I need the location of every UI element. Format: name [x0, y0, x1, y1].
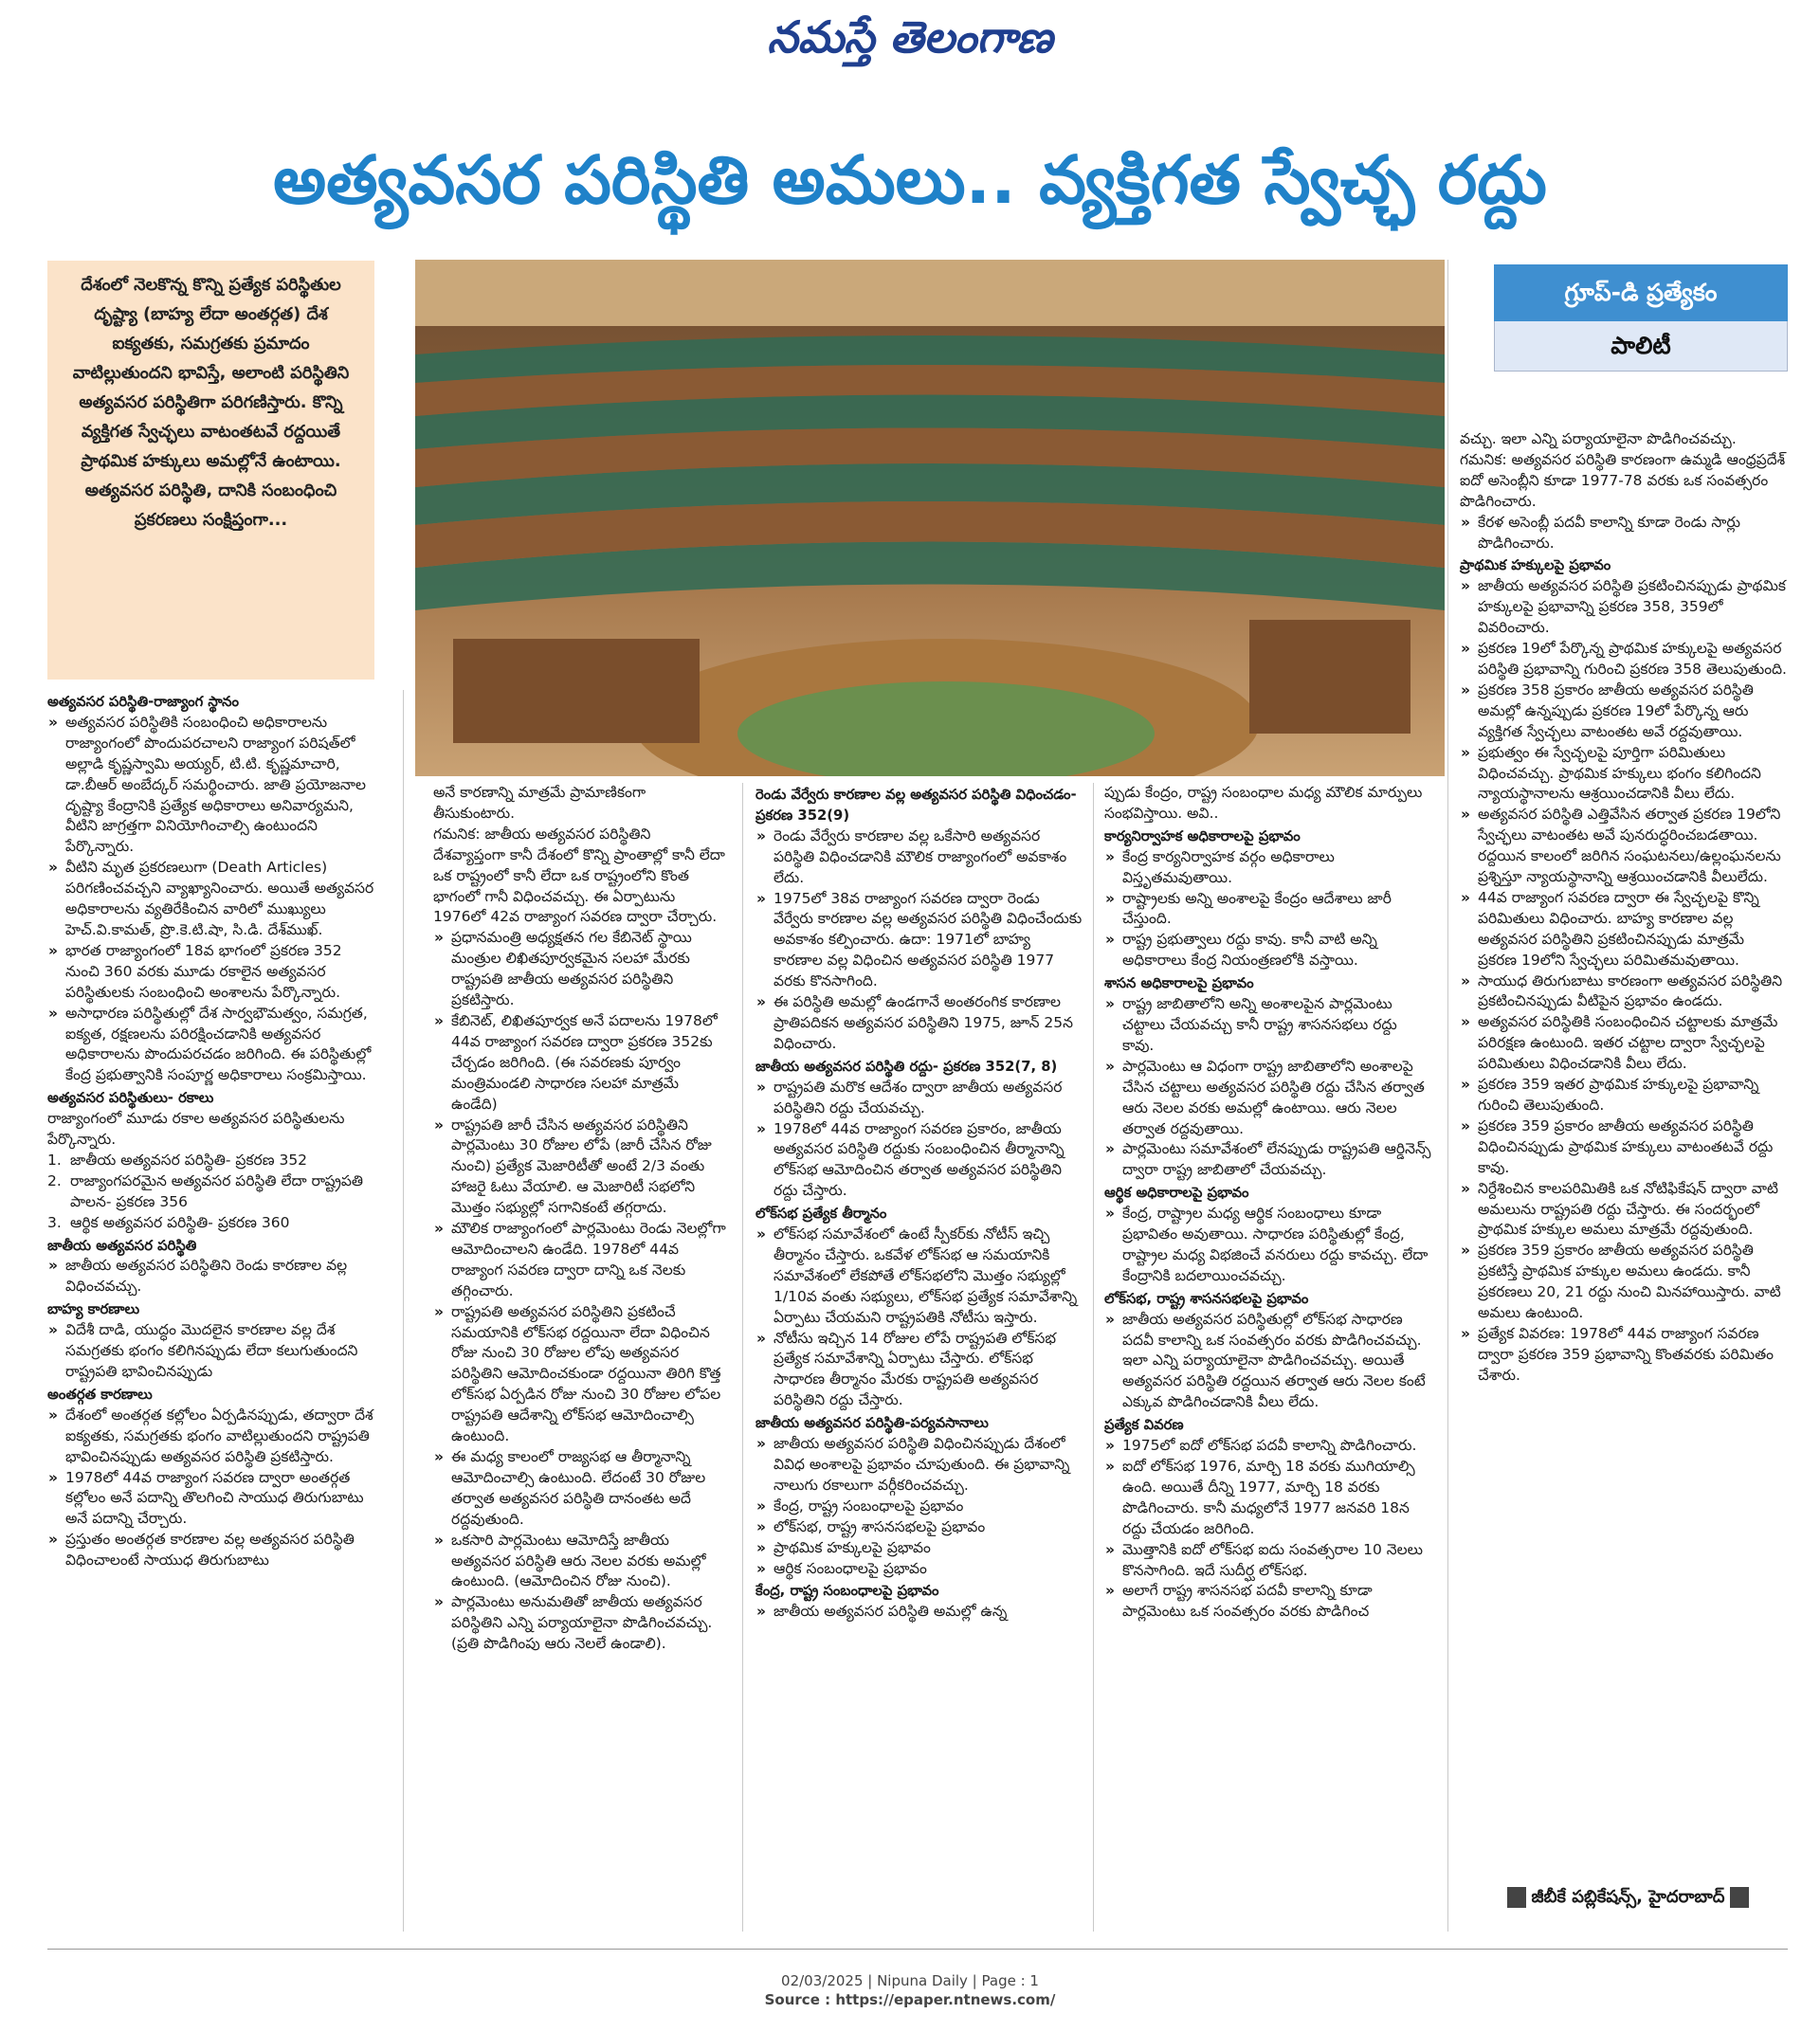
bullet-item	[1104, 1581, 1431, 1623]
bullet-item	[47, 1256, 374, 1297]
bullet-item	[1460, 1075, 1787, 1116]
text: ప్రత్యేక వివరణ	[1104, 1417, 1184, 1434]
section-heading	[1104, 1415, 1431, 1436]
text: 1975లో ఐదో లోక్‌సభ పదవీ కాలాన్ని పొడిగించారు.	[1122, 1437, 1417, 1455]
bullet-item	[755, 1538, 1083, 1559]
text: రెండు వేర్వేరు కారణాల వల్ల ఒకేసారి అత్యవసర పరిస్థితి విధించడానికి మౌలిక రాజ్యాంగంలో అవకాశం లేదు.	[774, 826, 1067, 886]
bullet-item	[433, 1302, 727, 1447]
text: కేంద్ర, రాష్ట్ర సంబంధాలపై ప్రభావం	[755, 1583, 939, 1600]
text: పార్లమెంటు ఆ విధంగా రాష్ట్ర జాబితాలోని అంశాలపై చేసిన చట్టాలు అత్యవసర పరిస్థితి రద్దు చేసిన తర్వాత ఆరు నెలల వరకు అమల్లో ఉంటాయి. ఆరు నెలల తర్వాత రద్దవుతాయి.	[1122, 1057, 1425, 1137]
section-heading	[1104, 826, 1431, 847]
text: రాష్ట్రపతి జారీ చేసిన అత్యవసర పరిస్థితిని పార్లమెంటు 30 రోజుల లోపే (జారీ చేసిన రోజు నుంచి) ప్రత్యేక మెజారిటీతో అంటే 2/3 వంతు హాజరై ఓటు వేయాలి. ఆ మెజారిటీ సభలోని మొత్తం సభ్యుల్లో సగానికంటే తగ్గరాదు.	[451, 1116, 712, 1217]
bullet-item	[1104, 994, 1431, 1057]
bullet-item	[47, 1004, 374, 1087]
text: 1978లో 44వ రాజ్యాంగ సవరణ ప్రకారం, జాతీయ అత్యవసర పరిస్థితి రద్దుకు సంబంధించిన తీర్మానాన్ని లోక్‌సభ ఆమోదించిన తర్వాత అత్యవసర పరిస్థితిని రద్దు చేస్తారు.	[774, 1119, 1065, 1200]
bullet-item	[755, 826, 1083, 889]
text: అత్యవసర పరిస్థితికి సంబంధించి అధికారాలను రాజ్యాంగంలో పొందుపరచాలని రాజ్యాంగ పరిషత్‌లో అల్లాడి కృష్ణస్వామి అయ్యర్, టి.టి. కృష్ణమాచారి, డా.బీఆర్ అంబేద్కర్ సమర్థించారు. జాతి ప్రయోజనాల దృష్ట్యా కేంద్రానికి ప్రత్యేక అధికారాలు అనివార్యమని, వీటిని జాగ్రత్తగా వినియోగించాల్సి ఉంటుందని పేర్కొన్నారు.	[65, 713, 366, 856]
text: కేంద్ర, రాష్ట్రాల మధ్య ఆర్థిక సంబంధాలు కూడా ప్రభావితం అవుతాయి. సాధారణ పరిస్థితుల్లో కేంద్ర, రాష్ట్రాల మధ్య విభజించే వనరులు రద్దు కావచ్చు. లేదా కేంద్రానికి బదలాయించవచ్చు.	[1122, 1205, 1429, 1284]
bullet-item	[755, 1497, 1083, 1517]
section-heading	[47, 1299, 374, 1320]
text: కేరళ అసెంబ్లీ పదవీ కాలాన్ని కూడా రెండు సార్లు పొడిగించారు.	[1478, 513, 1740, 552]
text: అలాగే రాష్ట్ర శాసనసభ పదవీ కాలాన్ని కూడా పార్లమెంటు ఒక సంవత్సరం వరకు పొడిగించ	[1122, 1582, 1373, 1621]
bullet-item	[1104, 1436, 1431, 1457]
text: నోటీసు ఇచ్చిన 14 రోజుల లోపే రాష్ట్రపతి లోక్‌సభ ప్రత్యేక సమావేశాన్ని ఏర్పాటు చేస్తారు. లోక్‌సభ సాధారణ తీర్మానం మేరకు రాష్ట్రపతి అత్యవసర పరిస్థితిని రద్దు చేస్తారు.	[774, 1329, 1057, 1409]
bullet-item	[1104, 889, 1431, 931]
text: అసాధారణ పరిస్థితుల్లో దేశ సార్వభౌమత్వం, సమగ్రత, ఐక్యత, రక్షణలను పరిరక్షించడానికి అత్యవసర అధికారాలను పొందుపరచడం జరిగింది. ఈ పరిస్థితుల్లో కేంద్ర ప్రభుత్వానికి సంపూర్ణ అధికారాలు సంక్రమిస్తాయి.	[65, 1004, 372, 1084]
text: జాతీయ అత్యవసర పరిస్థితిని రెండు కారణాల వల్ల విధించవచ్చు.	[65, 1257, 348, 1296]
footer-date-line: 02/03/2025 | Nipuna Daily | Page : 1	[781, 1972, 1039, 1989]
text: వీటిని మృత ప్రకరణలుగా (Death Articles) పరిగణించవచ్చని వ్యాఖ్యానించారు. అయితే అత్యవసర అధికారాలను వ్యతిరేకించిన వారిలో ముఖ్యులు హెచ్.వి.కామత్, ప్రొ.కె.టి.షా, సి.డి. దేశ్‌ముఖ్.	[65, 859, 374, 938]
bullet-item	[1460, 680, 1787, 743]
bullet-item	[47, 1530, 374, 1571]
text: కేబినెట్, లిఖితపూర్వక అనే పదాలను 1978లో 44వ రాజ్యాంగ సవరణ ద్వారా ప్రకరణ 352కు చేర్చడం జరిగింది. (ఈ సవరణకు పూర్వం మంత్రిమండలి సాధారణ సలహా మాత్రమే ఉండేది)	[451, 1011, 718, 1113]
text: రాష్ట్రాలకు అన్ని అంశాలపై కేంద్రం ఆదేశాలు జారీ చేస్తుంది.	[1122, 889, 1392, 928]
bullet-item	[433, 1011, 727, 1116]
section-heading	[755, 1581, 1083, 1602]
text: ప్రాథమిక హక్కులపై ప్రభావం	[774, 1538, 931, 1556]
bullet-item	[433, 1447, 727, 1531]
item-number: 1.	[47, 1151, 62, 1169]
bullet-item	[1104, 847, 1431, 889]
text: రాజ్యాంగపరమైన అత్యవసర పరిస్థితి లేదా రాష్ట్రపతి పాలన- ప్రకరణ 356	[70, 1171, 364, 1210]
footer	[0, 1971, 1820, 2009]
bullet-item	[1460, 805, 1787, 888]
text: అత్యవసర పరిస్థితి ఎత్తివేసిన తర్వాత ప్రకరణ 19లోని స్వేచ్ఛలు వాటంతట అవే పునరుద్ధరించబడతాయి. రద్దయిన కాలంలో జరిగిన సంఘటనలు/ఉల్లంఘనలను ప్రశ్నిస్తూ న్యాయస్థానాన్ని ఆశ్రయించడానికి వీలులేదు.	[1478, 806, 1781, 886]
column-divider	[1093, 783, 1094, 1932]
bullet-item	[47, 1320, 374, 1383]
text: జాతీయ అత్యవసర పరిస్థితి అమల్లో ఉన్న	[774, 1603, 1008, 1621]
text: ప్రాథమిక హక్కులపై ప్రభావం	[1460, 557, 1611, 574]
paragraph	[433, 783, 727, 825]
bullet-item	[1460, 513, 1787, 554]
text: జాతీయ అత్యవసర పరిస్థితుల్లో లోక్‌సభ సాధారణ పదవీ కాలాన్ని ఒక సంవత్సరం వరకు పొడిగించవచ్చు. ఇలా ఎన్ని పర్యాయాలైనా పొడిగించవచ్చు. అయితే అత్యవసర పరిస్థితి రద్దయిన తర్వాత ఆరు నెలల కంటే ఎక్కువ పొడిగించడానికి వీలు లేదు.	[1122, 1310, 1426, 1411]
intro-text: దేశంలో నెలకొన్న కొన్ని ప్రత్యేక పరిస్థితుల దృష్ట్యా (బాహ్య లేదా అంతర్గత) దేశ ఐక్యతకు, సమగ్రతకు ప్రమాదం వాటిల్లుతుందని భావిస్తే, అలాంటి పరిస్థితిని అత్యవసర పరిస్థితిగా పరిగణిస్తారు. కొన్ని వ్యక్తిగత స్వేచ్ఛలు వాటంతటవే రద్దయితే ప్రాథమిక హక్కులు అమల్లోనే ఉంటాయి. అత్యవసర పరిస్థితి, దానికి సంబంధించి ప్రకరణలు సంక్షిప్తంగా...	[72, 275, 350, 530]
text: అంతర్గత కారణాలు	[47, 1386, 153, 1403]
bullet-item	[1460, 1324, 1787, 1387]
bullet-item	[433, 1592, 727, 1655]
text: ప్రకరణ 359 ప్రకారం జాతీయ అత్యవసర పరిస్థితి ప్రకటిస్తే ప్రాథమిక హక్కుల అమలు ఉండదు. కానీ ప్రకరణలు 20, 21 రద్దు నుంచి మినహాయిస్తారు. వాటి అమలు ఉంటుంది.	[1478, 1242, 1781, 1322]
bullet-item	[1460, 1012, 1787, 1075]
paragraph	[1460, 450, 1787, 513]
bullet-item	[1104, 1457, 1431, 1540]
text: పార్లమెంటు అనుమతితో జాతీయ అత్యవసర పరిస్థితిని ఎన్ని పర్యాయాలైనా పొడిగించవచ్చు. (ప్రతి పొడిగింపు ఆరు నెలలే ఉండాలి).	[451, 1593, 713, 1653]
bullet-item	[755, 1559, 1083, 1580]
section-heading	[755, 785, 1083, 826]
section-heading	[1460, 555, 1787, 576]
publisher-name: జీబీకే పబ్లికేషన్స్, హైదరాబాద్	[1531, 1887, 1725, 1907]
text: పార్లమెంటు సమావేశంలో లేనప్పుడు రాష్ట్రపతి ఆర్డినెన్స్ ద్వారా రాష్ట్ర జాబితాలో చేయవచ్చు.	[1122, 1140, 1431, 1179]
text: జాతీయ అత్యవసర పరిస్థితి విధించినప్పుడు దేశంలో వివిధ అంశాలపై ప్రభావం చూపుతుంది. ఈ ప్రభావాన్ని నాలుగు రకాలుగా వర్గీకరించవచ్చు.	[774, 1435, 1070, 1494]
text: బాహ్య కారణాలు	[47, 1301, 140, 1318]
bullet-item	[433, 928, 727, 1011]
text: 44వ రాజ్యాంగ సవరణ ద్వారా ఈ స్వేచ్ఛలపై కొన్ని పరిమితులు విధించారు. బాహ్య కారణాల వల్ల అత్యవసర పరిస్థితిని ప్రకటించినప్పుడు మాత్రమే ప్రకరణ 19లోని స్వేచ్ఛలు పరిమితమవుతాయి.	[1478, 888, 1759, 969]
bullet-item	[433, 1116, 727, 1220]
bullet-item	[1104, 1057, 1431, 1140]
column-divider	[742, 783, 743, 1932]
text: మొత్తానికి ఐదో లోక్‌సభ ఐదు సంవత్సరాల 10 నెలలు కొనసాగింది. ఇదే సుదీర్ఘ లోక్‌సభ.	[1122, 1540, 1423, 1579]
column-2	[433, 783, 727, 1655]
text: అనే కారణాన్ని మాత్రమే ప్రామాణికంగా తీసుకుంటారు.	[433, 784, 646, 822]
bullet-item	[1460, 1179, 1787, 1242]
text: ఐదో లోక్‌సభ 1976, మార్చి 18 వరకు ముగియాల్సి ఉంది. అయితే దీన్ని 1977, మార్చి 18 వరకు పొడిగించారు. కానీ మధ్యలోనే 1977 జనవరి 18న రద్దు చేయడం జరిగింది.	[1122, 1458, 1415, 1537]
text: సాయుధ తిరుగుబాటు కారణంగా అత్యవసర పరిస్థితిని ప్రకటించినప్పుడు వీటిపైన ప్రభావం ఉండదు.	[1478, 971, 1783, 1010]
numbered-item	[47, 1151, 374, 1171]
bullet-item	[755, 992, 1083, 1055]
text: జాతీయ అత్యవసర పరిస్థితి రద్దు- ప్రకరణ 352(7, 8)	[755, 1058, 1058, 1075]
section-badge	[1494, 264, 1788, 372]
text: లోక్‌సభ ప్రత్యేక తీర్మానం	[755, 1206, 887, 1223]
text: కేంద్ర, రాష్ట్ర సంబంధాలపై ప్రభావం	[774, 1497, 964, 1515]
bullet-item	[1460, 1116, 1787, 1179]
bullet-item	[755, 1078, 1083, 1119]
headline: అత్యవసర పరిస్థితి అమలు.. వ్యక్తిగత స్వేచ్ఛ రద్దు	[273, 141, 1547, 219]
text: జాతీయ అత్యవసర పరిస్థితి-పర్యవసానాలు	[755, 1415, 989, 1432]
item-number: 3.	[47, 1213, 62, 1231]
text: జాతీయ అత్యవసర పరిస్థితి ప్రకటించినప్పుడు ప్రాథమిక హక్కులపై ప్రభావాన్ని ప్రకరణ 358, 359లో వివరించారు.	[1478, 577, 1786, 637]
text: అత్యవసర పరిస్థితి-రాజ్యాంగ స్థానం	[47, 694, 240, 710]
bullet-item	[47, 858, 374, 941]
text: ఆర్థిక అధికారాలపై ప్రభావం	[1104, 1185, 1249, 1202]
paragraph	[1460, 429, 1787, 450]
paragraph	[1104, 783, 1431, 825]
bullet-item	[755, 1517, 1083, 1538]
paragraph	[47, 1109, 374, 1151]
text: ప్పుడు కేంద్రం, రాష్ట్ర సంబంధాల మధ్య మౌలిక మార్పులు సంభవిస్తాయి. అవి..	[1104, 784, 1423, 822]
text: ఆర్థిక సంబంధాలపై ప్రభావం	[774, 1559, 927, 1577]
footer-rule	[47, 1949, 1788, 1950]
text: విదేశీ దాడి, యుద్ధం మొదలైన కారణాల వల్ల దేశ సమగ్రతకు భంగం కలిగినప్పుడు లేదా కలుగుతుందని రాష్ట్రపతి భావించినప్పుడు	[65, 1321, 358, 1380]
text: రాజ్యాంగంలో మూడు రకాల అత్యవసర పరిస్థితులను పేర్కొన్నారు.	[47, 1110, 345, 1149]
text: కార్యనిర్వాహక అధికారాలపై ప్రభావం	[1104, 827, 1301, 844]
parliament-image	[415, 260, 1445, 776]
text: ప్రధానమంత్రి అధ్యక్షతన గల కేబినెట్ స్థాయి మంత్రుల లిఖితపూర్వకమైన సలహా మేరకు రాష్ట్రపతి జాతీయ అత్యవసర పరిస్థితిని ప్రకటిస్తారు.	[451, 929, 692, 1009]
badge-title: గ్రూప్-డి ప్రత్యేకం	[1494, 264, 1788, 321]
bullet-item	[755, 1602, 1083, 1623]
column-1	[47, 690, 374, 1571]
bullet-item	[47, 941, 374, 1004]
text: మౌలిక రాజ్యాంగంలో పార్లమెంటు రెండు నెలల్లోగా ఆమోదించాలని ఉండేది. 1978లో 44వ రాజ్యాంగ సవరణ ద్వారా దాన్ని ఒక నెలకు తగ్గించారు.	[451, 1220, 726, 1299]
text: అత్యవసర పరిస్థితికి సంబంధించిన చట్టాలకు మాత్రమే పరిరక్షణ ఉంటుంది. ఇతర చట్టాల ద్వారా స్వేచ్ఛలపై పరిమితులు విధించడానికి వీలు లేదు.	[1478, 1013, 1778, 1073]
text: లోక్‌సభ, రాష్ట్ర శాసనసభలపై ప్రభావం	[1104, 1290, 1309, 1307]
parliament-photo	[415, 260, 1445, 776]
text: ప్రత్యేక వివరణ: 1978లో 44వ రాజ్యాంగ సవరణ ద్వారా ప్రకరణ 359 ప్రభావాన్ని కొంతవరకు పరిమితం చేశారు.	[1478, 1324, 1774, 1384]
text: లోక్‌సభ సమావేశంలో ఉంటే స్పీకర్‌కు నోటీస్ ఇచ్చి తీర్మానం చేస్తారు. ఒకవేళ లోక్‌సభ ఆ సమయానికి సమావేశంలో లేకపోతే లోక్‌సభలోని మొత్తం సభ్యుల్లో 1/10వ వంతు సభ్యులు, లోక్‌సభ ప్రత్యేక సమావేశాన్ని ఏర్పాటు చేయమని రాష్ట్రపతికి నోటీసు ఇస్తారు.	[774, 1225, 1078, 1326]
section-heading	[755, 1413, 1083, 1434]
bullet-item	[1460, 971, 1787, 1013]
text: ప్రకరణ 358 ప్రకారం జాతీయ అత్యవసర పరిస్థితి అమల్లో ఉన్నప్పుడు ప్రకరణ 19లో పేర్కొన్న ఆరు వ్యక్తిగత స్వేచ్ఛలు వాటంతట అవే రద్దవుతాయి.	[1478, 680, 1754, 740]
text: అత్యవసర పరిస్థితులు- రకాలు	[47, 1090, 214, 1107]
bullet-item	[1104, 1204, 1431, 1287]
text: ప్రస్తుతం అంతర్గత కారణాల వల్ల అత్యవసర పరిస్థితి విధించాలంటే సాయుధ తిరుగుబాటు	[65, 1531, 355, 1569]
text: లోక్‌సభ, రాష్ట్ర శాసనసభలపై ప్రభావం	[774, 1517, 986, 1535]
section-heading	[1104, 1289, 1431, 1310]
text: వచ్చు. ఇలా ఎన్ని పర్యాయాలైనా పొడిగించవచ్చు.	[1460, 430, 1737, 447]
bullet-item	[1460, 888, 1787, 971]
section-heading	[47, 1385, 374, 1406]
column-3	[755, 783, 1083, 1623]
text: శాసన అధికారాలపై ప్రభావం	[1104, 975, 1254, 992]
masthead: నమస్తే తెలంగాణ	[767, 11, 1053, 63]
bullet-item	[1460, 639, 1787, 680]
bullet-item	[1104, 1310, 1431, 1414]
numbered-item	[47, 1213, 374, 1234]
bullet-item	[1104, 930, 1431, 971]
bullet-item	[755, 1225, 1083, 1329]
text: జాతీయ అత్యవసర పరిస్థితి	[47, 1237, 197, 1254]
square-icon	[1730, 1887, 1749, 1908]
text: దేశంలో అంతర్గత కల్లోలం ఏర్పడినప్పుడు, తద్వారా దేశ ఐక్యతకు, సమగ్రతకు భంగం వాటిల్లుతుందని రాష్ట్రపతి భావించినప్పుడు అత్యవసర పరిస్థితి ప్రకటిస్తారు.	[65, 1406, 373, 1465]
text: 1978లో 44వ రాజ్యాంగ సవరణ ద్వారా అంతర్గత కల్లోలం అనే పదాన్ని తొలగించి సాయుధ తిరుగుబాటు అనే పదాన్ని చేర్చారు.	[65, 1468, 364, 1528]
text: రాష్ట్రపతి మరొక ఆదేశం ద్వారా జాతీయ అత్యవసర పరిస్థితిని రద్దు చేయవచ్చు.	[774, 1078, 1063, 1116]
column-5	[1460, 429, 1787, 1387]
text: గమనిక: జాతీయ అత్యవసర పరిస్థితిని దేశవ్యాప్తంగా కానీ దేశంలో కొన్ని ప్రాంతాల్లో కానీ లేదా ఒక రాష్ట్రంలో కానీ లేదా ఒక రాష్ట్రంలోని కొంత భాగంలో గానీ విధించవచ్చు. ఈ ఏర్పాటును 1976లో 42వ రాజ్యాంగ సవరణ ద్వారా చేర్చారు.	[433, 825, 725, 926]
bullet-item	[755, 889, 1083, 993]
section-heading	[755, 1204, 1083, 1225]
bullet-item	[433, 1219, 727, 1302]
square-icon	[1507, 1887, 1526, 1908]
text: ప్రకరణ 19లో పేర్కొన్న ప్రాథమిక హక్కులపై అత్యవసర పరిస్థితి ప్రభావాన్ని గురించి ప్రకరణ 358 తెలుపుతుంది.	[1478, 640, 1787, 678]
paragraph	[433, 825, 727, 929]
bullet-item	[1104, 1139, 1431, 1181]
footer-source: Source : https://epaper.ntnews.com/	[764, 1991, 1056, 2008]
bullet-item	[755, 1434, 1083, 1497]
bullet-item	[433, 1531, 727, 1593]
section-heading	[755, 1057, 1083, 1078]
bullet-item	[1460, 1241, 1787, 1324]
bullet-item	[1460, 743, 1787, 806]
section-heading	[1104, 1183, 1431, 1204]
text: ప్రభుత్వం ఈ స్వేచ్ఛలపై పూర్తిగా పరిమితులు విధించవచ్చు. ప్రాథమిక హక్కులు భంగం కలిగిందని న్యాయస్థానాలను ఆశ్రయించడానికి వీలు లేదు.	[1478, 743, 1761, 803]
text: రెండు వేర్వేరు కారణాల వల్ల అత్యవసర పరిస్థితి విధించడం- ప్రకరణ 352(9)	[755, 787, 1077, 824]
bullet-item	[47, 1406, 374, 1468]
text: ఒకసారి పార్లమెంటు ఆమోదిస్తే జాతీయ అత్యవసర పరిస్థితి ఆరు నెలల వరకు అమల్లో ఉంటుంది. (ఆమోదించిన రోజు నుంచి).	[451, 1531, 706, 1590]
text: రాష్ట్ర ప్రభుత్వాలు రద్దు కావు. కానీ వాటి అన్ని అధికారాలు కేంద్ర నియంత్రణలోకి వస్తాయి.	[1122, 931, 1377, 970]
text: రాష్ట్రపతి అత్యవసర పరిస్థితిని ప్రకటించే సమయానికి లోక్‌సభ రద్దయినా లేదా విధించిన రోజు నుంచి 30 రోజుల లోపు అత్యవసర పరిస్థితిని ఆమోదించకుండా రద్దయినా తిరిగి కొత్త లోక్‌సభ ఏర్పడిన రోజు నుంచి 30 రోజుల లోపల రాష్ట్రపతి ఆదేశాన్ని లోక్‌సభ ఆమోదించాల్సి ఉంటుంది.	[451, 1302, 721, 1445]
section-heading	[47, 692, 374, 713]
bullet-item	[755, 1329, 1083, 1412]
text: జాతీయ అత్యవసర పరిస్థితి- ప్రకరణ 352	[70, 1151, 308, 1169]
text: ఈ పరిస్థితి అమల్లో ఉండగానే అంతరంగిక కారణాల ప్రాతిపదికన అత్యవసర పరిస్థితిని 1975, జూన్ 25న విధించారు.	[774, 993, 1074, 1052]
text: గమనిక: అత్యవసర పరిస్థితి కారణంగా ఉమ్మడి ఆంధ్రప్రదేశ్ ఐదో అసెంబ్లీని కూడా 1977-78 వరకు ఒక సంవత్సరం పొడిగించారు.	[1460, 450, 1786, 510]
bullet-item	[1104, 1540, 1431, 1582]
bullet-item	[755, 1119, 1083, 1203]
section-heading	[47, 1088, 374, 1109]
text: నిర్దేశించిన కాలపరిమితికి ఒక నోటిఫికేషన్ ద్వారా వాటి అమలును రాష్ట్రపతి రద్దు చేస్తారు. ఈ సందర్భంలో ప్రాథమిక హక్కుల అమలు మాత్రమే రద్దవుతుంది.	[1478, 1179, 1778, 1239]
text: ప్రకరణ 359 ప్రకారం జాతీయ అత్యవసర పరిస్థితి విధించినప్పుడు ప్రాథమిక హక్కులు వాటంతటవే రద్దు కావు.	[1478, 1116, 1774, 1176]
intro-box	[47, 261, 374, 680]
column-4	[1104, 783, 1431, 1623]
bullet-item	[47, 713, 374, 858]
bullet-item	[1460, 576, 1787, 639]
section-heading	[1104, 973, 1431, 994]
text: భారత రాజ్యాంగంలో 18వ భాగంలో ప్రకరణ 352 నుంచి 360 వరకు మూడు రకాలైన అత్యవసర పరిస్థితులకు సంబంధించి అంశాలను పేర్కొన్నారు.	[65, 941, 342, 1001]
publisher-credit	[1468, 1880, 1788, 1914]
numbered-item	[47, 1171, 374, 1213]
column-divider	[403, 690, 404, 1932]
column-divider	[1447, 260, 1448, 1932]
item-number: 2.	[47, 1171, 62, 1189]
text: ప్రకరణ 359 ఇతర ప్రాథమిక హక్కులపై ప్రభావాన్ని గురించి తెలుపుతుంది.	[1478, 1076, 1759, 1114]
text: 1975లో 38వ రాజ్యాంగ సవరణ ద్వారా రెండు వేర్వేరు కారణాల వల్ల అత్యవసర పరిస్థితి విధించేందుకు అవకాశం కల్పించారు. ఉదా: 1971లో బాహ్య కారణాల వల్ల విధించిన అత్యవసర పరిస్థితి 1977 వరకు కొనసాగింది.	[774, 889, 1083, 990]
text: ఆర్థిక అత్యవసర పరిస్థితి- ప్రకరణ 360	[70, 1213, 290, 1231]
text: ఈ మధ్య కాలంలో రాజ్యసభ ఆ తీర్మానాన్ని ఆమోదించాల్సి ఉంటుంది. లేదంటే 30 రోజుల తర్వాత అత్యవసర పరిస్థితి దానంతట అదే రద్దవుతుంది.	[451, 1448, 706, 1528]
bullet-item	[47, 1468, 374, 1531]
text: కేంద్ర కార్యనిర్వాహక వర్గం అధికారాలు విస్తృతమవుతాయి.	[1122, 847, 1335, 886]
badge-subject: పాలిటీ	[1494, 321, 1788, 372]
section-heading	[47, 1236, 374, 1257]
text: రాష్ట్ర జాబితాలోని అన్ని అంశాలపైన పార్లమెంటు చట్టాలు చేయవచ్చు కానీ రాష్ట్ర శాసనసభలు రద్దు కావు.	[1122, 995, 1397, 1054]
